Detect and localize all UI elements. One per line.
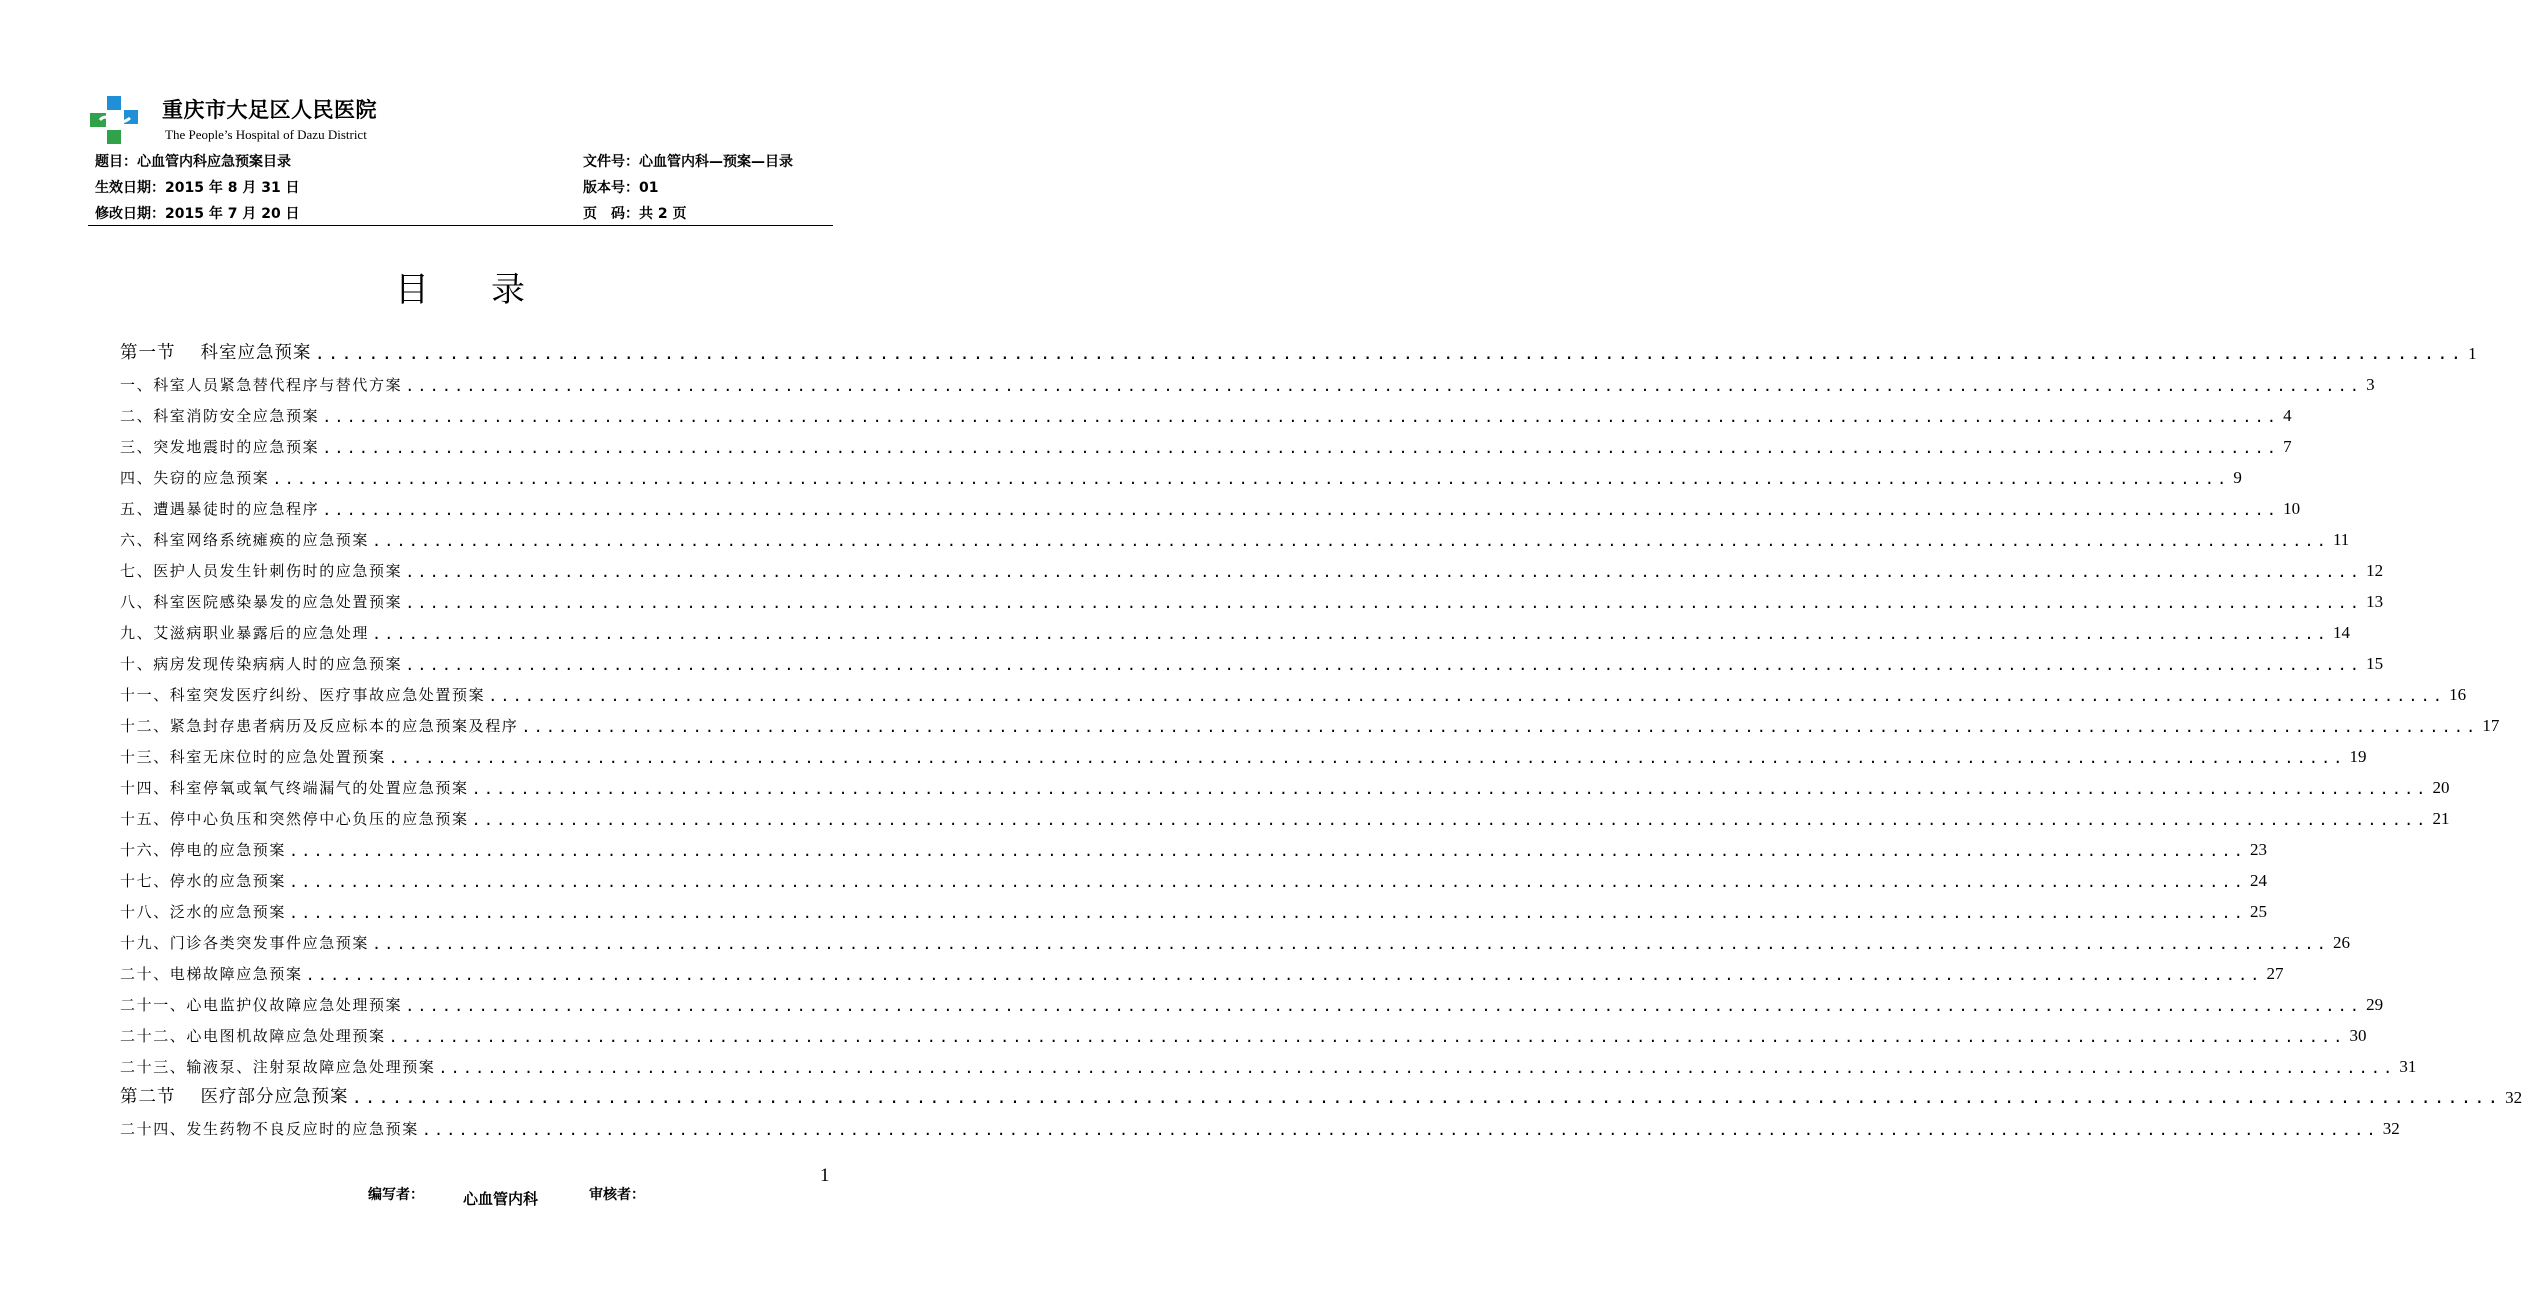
toc-entry-label: 十五、停中心负压和突然停中心负压的应急预案	[120, 810, 469, 828]
hospital-name-cn: 重庆市大足区人民医院	[162, 98, 377, 122]
toc-entry-label: 五、遭遇暴徒时的应急程序	[120, 500, 320, 518]
toc-page-number: 11	[2332, 530, 2350, 549]
toc-leader-dots: ................................................................................................................................................................	[421, 1121, 2379, 1139]
toc-entry-label: 四、失窃的应急预案	[120, 469, 270, 487]
toc-leader-dots: ................................................................................................................................................................	[488, 687, 2446, 705]
toc-page-number: 14	[2332, 623, 2350, 642]
toc-leader-dots: ................................................................................................................................................................	[438, 1059, 2396, 1077]
toc-entry-label: 十四、科室停氧或氧气终端漏气的处置应急预案	[120, 779, 469, 797]
toc-entry-label: 七、医护人员发生针刺伤时的应急预案	[120, 562, 403, 580]
toc-leader-dots: ................................................................................................................................................................	[405, 563, 2363, 581]
toc-page-number: 27	[2266, 964, 2284, 983]
toc-entry-label: 六、科室网络系统瘫痪的应急预案	[120, 531, 370, 549]
toc-entry-label: 二十四、发生药物不良反应时的应急预案	[120, 1120, 419, 1138]
toc-row[interactable]	[120, 984, 2384, 1015]
toc-entry-label: 八、科室医院感染暴发的应急处置预案	[120, 593, 403, 611]
toc-entry-label: 二十二、心电图机故障应急处理预案	[120, 1027, 386, 1045]
page-count: 页 码：共 2 页	[583, 206, 687, 222]
toc-leader-dots: ................................................................................................................................................................	[289, 842, 2246, 860]
toc-page-number: 4	[2283, 406, 2292, 425]
toc-leader-dots: ................................................................................................................................................................	[521, 718, 2479, 736]
hospital-name-en: The People’s Hospital of Dazu District	[165, 127, 367, 142]
toc-page-number: 19	[2349, 747, 2367, 766]
toc-page-number: 20	[2432, 778, 2450, 797]
toc-page-number: 25	[2249, 902, 2267, 921]
toc-section-row[interactable]	[120, 333, 2477, 364]
toc-entry-label: 第一节 科室应急预案	[120, 343, 312, 363]
toc-entry-label: 十八、泛水的应急预案	[120, 903, 287, 921]
toc-page-number: 29	[2366, 995, 2384, 1014]
toc-entry-label: 二十三、输液泵、注射泵故障应急处理预案	[120, 1058, 436, 1076]
toc-row[interactable]	[120, 457, 2242, 488]
toc-entry-label: 二十一、心电监护仪故障应急处理预案	[120, 996, 403, 1014]
table-of-contents	[120, 333, 2522, 1139]
toc-row[interactable]	[120, 798, 2450, 829]
toc-leader-dots: ................................................................................................................................................................	[388, 749, 2346, 767]
toc-row[interactable]	[120, 395, 2292, 426]
toc-leader-dots: ................................................................................................................................................................	[405, 997, 2363, 1015]
toc-page-number: 9	[2233, 468, 2242, 487]
toc-leader-dots: ................................................................................................................................................................	[351, 1088, 2502, 1108]
toc-row[interactable]	[120, 426, 2292, 457]
toc-entry-label: 十七、停水的应急预案	[120, 872, 287, 890]
document-title: 目录	[395, 270, 587, 310]
toc-row[interactable]	[120, 860, 2267, 891]
toc-row[interactable]	[120, 488, 2301, 519]
toc-row[interactable]	[120, 953, 2284, 984]
version-number: 版本号：01	[583, 180, 659, 196]
writer-value: 心血管内科	[463, 1190, 539, 1208]
toc-page-number: 7	[2283, 437, 2292, 456]
toc-leader-dots: ................................................................................................................................................................	[471, 811, 2429, 829]
toc-page-number: 21	[2432, 809, 2450, 828]
toc-entry-label: 十三、科室无床位时的应急处置预案	[120, 748, 386, 766]
toc-page-number: 17	[2482, 716, 2500, 735]
toc-page-number: 32	[2505, 1088, 2522, 1107]
toc-page-number: 30	[2349, 1026, 2367, 1045]
toc-row[interactable]	[120, 829, 2267, 860]
toc-row[interactable]	[120, 1046, 2417, 1077]
toc-row[interactable]	[120, 705, 2500, 736]
toc-page-number: 23	[2249, 840, 2267, 859]
effective-date: 生效日期：2015 年 8 月 31 日	[95, 180, 300, 196]
toc-leader-dots: ................................................................................................................................................................	[322, 408, 2280, 426]
toc-leader-dots: ................................................................................................................................................................	[289, 873, 2246, 891]
toc-entry-label: 二、科室消防安全应急预案	[120, 407, 320, 425]
toc-row[interactable]	[120, 519, 2350, 550]
toc-page-number: 1	[2468, 344, 2477, 363]
toc-leader-dots: ................................................................................................................................................................	[305, 966, 2263, 984]
toc-entry-label: 十一、科室突发医疗纠纷、医疗事故应急处置预案	[120, 686, 486, 704]
toc-row[interactable]	[120, 767, 2450, 798]
toc-page-number: 13	[2366, 592, 2384, 611]
toc-row[interactable]	[120, 736, 2367, 767]
page-number: 1	[820, 1165, 830, 1186]
toc-leader-dots: ................................................................................................................................................................	[471, 780, 2429, 798]
toc-entry-label: 二十、电梯故障应急预案	[120, 965, 303, 983]
toc-entry-label: 十九、门诊各类突发事件应急预案	[120, 934, 370, 952]
toc-leader-dots: ................................................................................................................................................................	[322, 501, 2280, 519]
toc-page-number: 12	[2366, 561, 2384, 580]
toc-row[interactable]	[120, 581, 2384, 612]
toc-leader-dots: ................................................................................................................................................................	[322, 439, 2280, 457]
toc-row[interactable]	[120, 612, 2350, 643]
toc-leader-dots: ................................................................................................................................................................	[372, 532, 2329, 550]
toc-entry-label: 十二、紧急封存患者病历及反应标本的应急预案及程序	[120, 717, 519, 735]
header-divider	[88, 225, 833, 226]
toc-leader-dots: ................................................................................................................................................................	[272, 470, 2230, 488]
toc-page-number: 16	[2449, 685, 2467, 704]
toc-page-number: 3	[2366, 375, 2375, 394]
toc-page-number: 31	[2399, 1057, 2417, 1076]
toc-leader-dots: ................................................................................................................................................................	[405, 594, 2363, 612]
toc-row[interactable]	[120, 550, 2384, 581]
toc-page-number: 24	[2249, 871, 2267, 890]
toc-page-number: 26	[2332, 933, 2350, 952]
writer-label: 编写者：	[368, 1187, 424, 1203]
toc-entry-label: 九、艾滋病职业暴露后的应急处理	[120, 624, 370, 642]
toc-row[interactable]	[120, 1108, 2400, 1139]
reviewer-label: 审核者：	[589, 1187, 645, 1203]
toc-page-number: 10	[2283, 499, 2301, 518]
toc-section-row[interactable]	[120, 1077, 2522, 1108]
toc-leader-dots: ................................................................................................................................................................	[372, 935, 2329, 953]
toc-entry-label: 十六、停电的应急预案	[120, 841, 287, 859]
toc-leader-dots: ................................................................................................................................................................	[388, 1028, 2346, 1046]
toc-entry-label: 十、病房发现传染病病人时的应急预案	[120, 655, 403, 673]
toc-leader-dots: ................................................................................................................................................................	[314, 344, 2465, 364]
toc-leader-dots: ................................................................................................................................................................	[372, 625, 2329, 643]
toc-leader-dots: ................................................................................................................................................................	[405, 377, 2363, 395]
toc-entry-label: 一、科室人员紧急替代程序与替代方案	[120, 376, 403, 394]
toc-row[interactable]	[120, 364, 2375, 395]
toc-row[interactable]	[120, 891, 2267, 922]
toc-leader-dots: ................................................................................................................................................................	[405, 656, 2363, 674]
toc-page-number: 15	[2366, 654, 2384, 673]
toc-page-number: 32	[2382, 1119, 2400, 1138]
file-number: 文件号：心血管内科—预案—目录	[583, 154, 793, 170]
toc-row[interactable]	[120, 922, 2350, 953]
revised-date: 修改日期：2015 年 7 月 20 日	[95, 206, 300, 222]
document-subject: 题目：心血管内科应急预案目录	[95, 154, 291, 170]
toc-entry-label: 三、突发地震时的应急预案	[120, 438, 320, 456]
toc-leader-dots: ................................................................................................................................................................	[289, 904, 2246, 922]
toc-entry-label: 第二节 医疗部分应急预案	[120, 1087, 349, 1107]
toc-row[interactable]	[120, 643, 2384, 674]
toc-row[interactable]	[120, 674, 2467, 705]
hospital-cross-logo-icon	[90, 96, 138, 144]
toc-row[interactable]	[120, 1015, 2367, 1046]
